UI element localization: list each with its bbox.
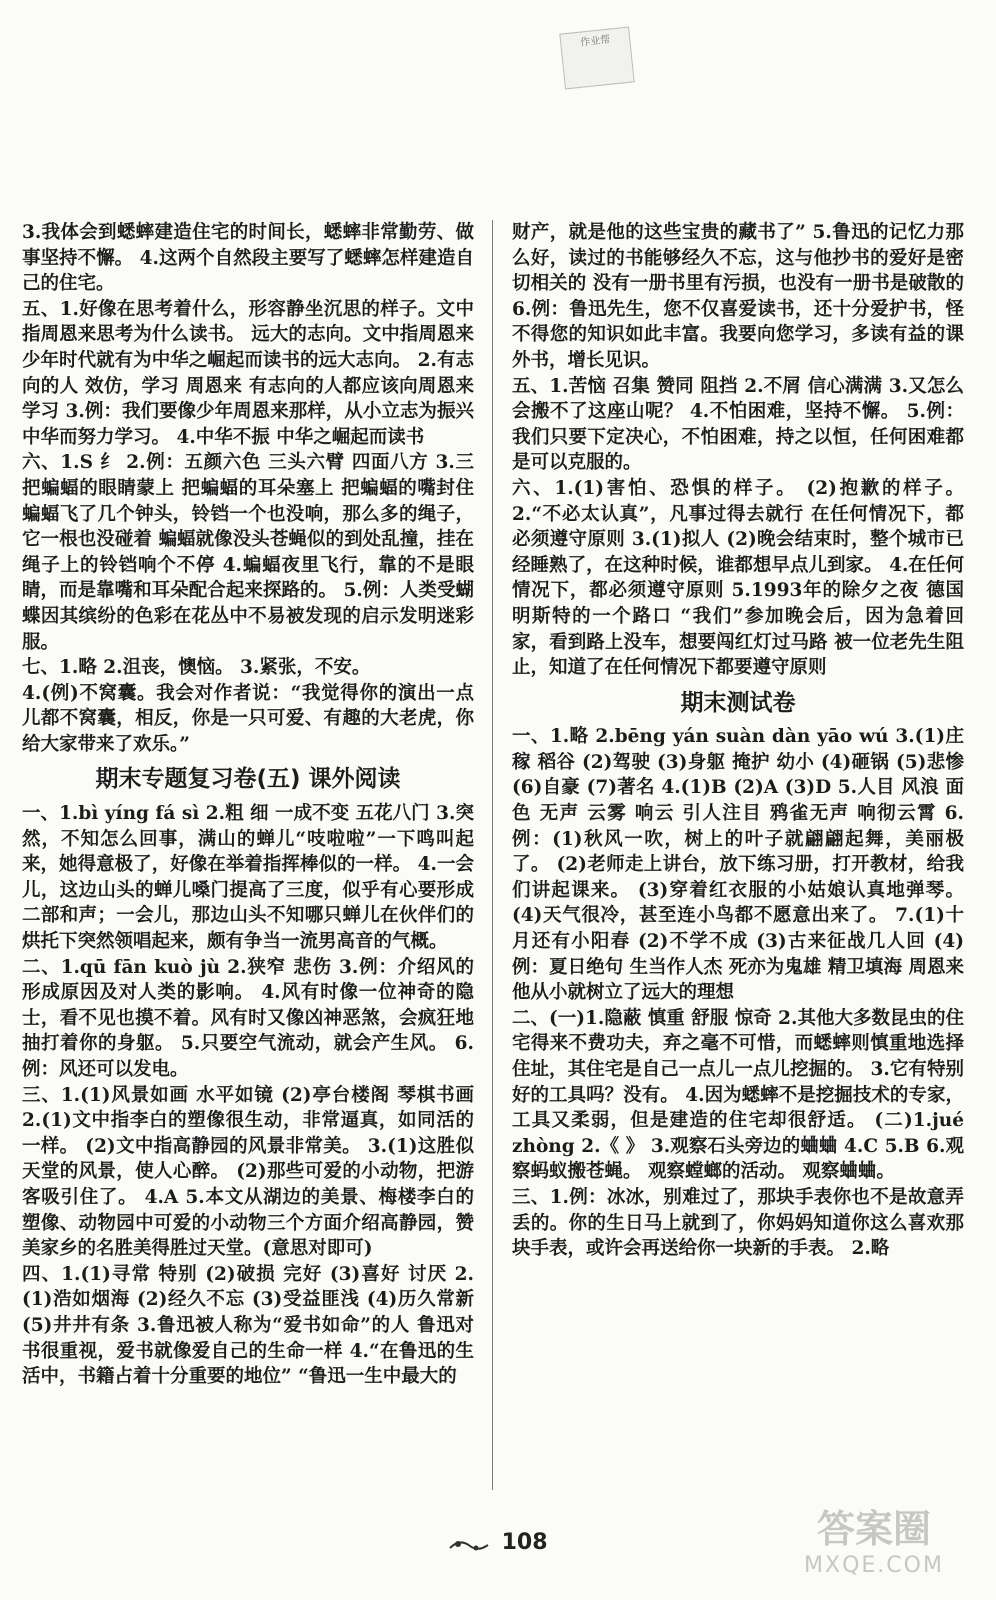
answer-paragraph: 4.(例)不窝囊。我会对作者说：“我觉得你的演出一点儿都不窝囊，相反，你是一只可爱、有趣的大老虎，你给大家带来了欢乐。” bbox=[22, 682, 474, 755]
stamp-text: 作业帮 bbox=[579, 34, 611, 49]
answer-paragraph: 五、1.好像在思考着什么，形容静坐沉思的样子。文中指周恩来思考为什么读书。 远大的志向。文中指周恩来少年时代就有为中华之崛起而读书的远大志向。 2.有志向的人 效仿，学习 周恩来 有志向的人都应该向周恩来学习 3.例：我们要像少年周恩来那样，从小立志为振兴中华而努力学习。 4.中华不振 中华之崛起而读书 bbox=[22, 298, 474, 448]
answer-paragraph: 七、1.略 2.沮丧，懊恼。 3.紧张，不安。 bbox=[22, 657, 371, 679]
section-title-right: 期末测试卷 bbox=[680, 689, 796, 716]
answer-paragraph: 六、1.(1)害怕、恐惧的样子。 (2)抱歉的样子。 2.“不必太认真”，凡事过得去就行 在任何情况下，都必须遵守原则 3.(1)拟人 (2)晚会结束时，整个城市已经睡熟了，在这种时候，谁都想早点儿到家。 4.在任何情况下，都必须遵守原则 5.1993年的除夕之夜 德国明斯特的一个路口 “我们”参加晚会后，因为急着回家，看到路上没车，想要闯红灯过马路 被一位老先生阻止，知道了在任何情况下都要遵守原则 bbox=[512, 477, 964, 679]
watermark-logo bbox=[774, 1498, 974, 1578]
answer-paragraph: 三、1.例：冰冰，别难过了，那块手表你也不是故意弄丢的。你的生日马上就到了，你妈妈知道你这么喜欢那块手表，或许会再送给你一块新的手表。 2.略 bbox=[512, 1186, 964, 1260]
answer-paragraph: 一、1.略 2.bēng yán suàn dàn yāo wú 3.(1)庄稼 稻谷 (2)驾驶 (3)身躯 掩护 幼小 (4)砸锅 (5)悲惨 (6)自豪 (7)著名 4.(1)B (2)A (3)D 5.人目 风浪 面色 无声 云雾 响云 引人注目 鸦雀无声 响彻云霄 6.例：(1)秋风一吹，树上的叶子就翩翩起舞，美丽极了。 (2)老师走上讲台，放下练习册，打开教材，给我们讲起课来。 (3)穿着红衣服的小姑娘认真地弹琴。 (4)天气很冷，甚至连小鸟都不愿意出来了。 7.(1)十月还有小阳春 (2)不学不成 (3)古来征战几人回 (4)例：夏日绝句 生当作人杰 死亦为鬼雄 精卫填海 周恩来 他从小就树立了远大的理想 bbox=[512, 726, 964, 1004]
answer-paragraph: 一、1.bì yíng fá sì 2.粗 细 一成不变 五花八门 3.突然，不知怎么回事，满山的蝉儿“吱啦啦”一下鸣叫起来，她得意极了，好像在举着指挥棒似的一样。 4.一会儿，这边山头的蝉儿嗓门提高了三度，似乎有心要形成二部和声；一会儿，那边山头不知哪只蝉儿在伙伴们的烘托下突然领唱起来，颇有争当一流男高音的气概。 bbox=[22, 803, 474, 953]
stamp-image bbox=[559, 26, 634, 89]
watermark-line2: MXQE.COM bbox=[804, 1553, 944, 1578]
right-column bbox=[512, 220, 964, 1262]
answer-paragraph: 六、1.S 纟 2.例：五颜六色 三头六臂 四面八方 3.三 把蝙蝠的眼睛蒙上 把蝙蝠的耳朵塞上 把蝙蝠的嘴封住 蝙蝠飞了几个钟头，铃铛一个也没响，那么多的绳子，它一根也没碰着 蝙蝠就像没头苍蝇似的到处乱撞，挂在绳子上的铃铛响个不停 4.蝙蝠夜里飞行，靠的不是眼睛，而是靠嘴和耳朵配合起来探路的。 5.例：人类受蝴蝶因其缤纷的色彩在花丛中不易被发现的启示发明迷彩服。 bbox=[22, 452, 474, 653]
left-column bbox=[22, 220, 474, 1390]
answer-paragraph: 3.我体会到蟋蟀建造住宅的时间长，蟋蟀非常勤劳、做事坚持不懈。 4.这两个自然段主要写了蟋蟀怎样建造自己的住宅。 bbox=[22, 222, 474, 295]
page-number: 108 bbox=[501, 1530, 548, 1555]
watermark-line1: 答案圈 bbox=[816, 1507, 931, 1551]
section-title-left: 期末专题复习卷(五) 课外阅读 bbox=[95, 766, 401, 793]
answer-paragraph: 五、1.苦恼 召集 赞同 阻挡 2.不屑 信心满满 3.又怎么会搬不了这座山呢？ 4.不怕困难，坚持不懈。 5.例：我们只要下定决心，不怕困难，持之以恒，任何困难都是可以克服的。 bbox=[512, 375, 964, 474]
column-divider bbox=[492, 220, 493, 1490]
answer-paragraph: 四、1.(1)寻常 特别 (2)破损 完好 (3)喜好 讨厌 2.(1)浩如烟海 (2)经久不忘 (3)受益匪浅 (4)历久常新 (5)井井有条 3.鲁迅被人称为“爱书如命”的人 鲁迅对书很重视，爱书就像爱自己的生命一样 4.“在鲁迅的生活中，书籍占着十分重要的地位” “鲁迅一生中最大的 bbox=[22, 1263, 474, 1388]
answer-paragraph: 二、(一)1.隐蔽 慎重 舒服 惊奇 2.其他大多数昆虫的住宅得来不费功夫，弃之毫不可惜，而蟋蟀则慎重地选择住址，其住宅是自己一点儿一点儿挖掘的。 3.它有特别好的工具吗？没有。 4.因为蟋蟀不是挖掘技术的专家，工具又柔弱，但是建造的住宅却很舒适。 (二)1.jué zhòng 2.《 》 3.观察石头旁边的蛐蛐 4.C 5.B 6.观察蚂蚁搬苍蝇。 观察螳螂的活动。 观察蛐蛐。 bbox=[512, 1007, 964, 1183]
leaf-ornament-icon bbox=[448, 1536, 490, 1554]
answer-paragraph: 三、1.(1)风景如画 水平如镜 (2)亭台楼阁 琴棋书画 2.(1)文中指李白的塑像很生动，非常逼真，如同活的一样。 (2)文中指高静园的风景非常美。 3.(1)这胜似天堂的风景，使人心醉。 (2)那些可爱的小动物，把游客吸引住了。 4.A 5.本文从湖边的美景、梅楼李白的塑像、动物园中可爱的小动物三个方面介绍高静园，赞美家乡的名胜美得胜过天堂。(意思对即可) bbox=[22, 1084, 474, 1260]
answer-paragraph: 二、1.qū fān kuò jù 2.狭窄 悲伤 3.例：介绍风的形成原因及对人类的影响。 4.风有时像一位神奇的隐士，看不见也摸不着。风有时又像凶神恶煞，会疯狂地抽打着你的身躯。 5.只要空气流动，就会产生风。 6.例：风还可以发电。 bbox=[22, 956, 474, 1080]
answer-paragraph: 财产，就是他的这些宝贵的藏书了” 5.鲁迅的记忆力那么好，读过的书能够经久不忘，这与他抄书的爱好是密切相关的 没有一册书里有污损，也没有一册书是破散的 6.例：鲁迅先生，您不仅喜爱读书，还十分爱护书，怪不得您的知识如此丰富。我要向您学习，多读有益的课外书，增长见识。 bbox=[512, 222, 964, 371]
